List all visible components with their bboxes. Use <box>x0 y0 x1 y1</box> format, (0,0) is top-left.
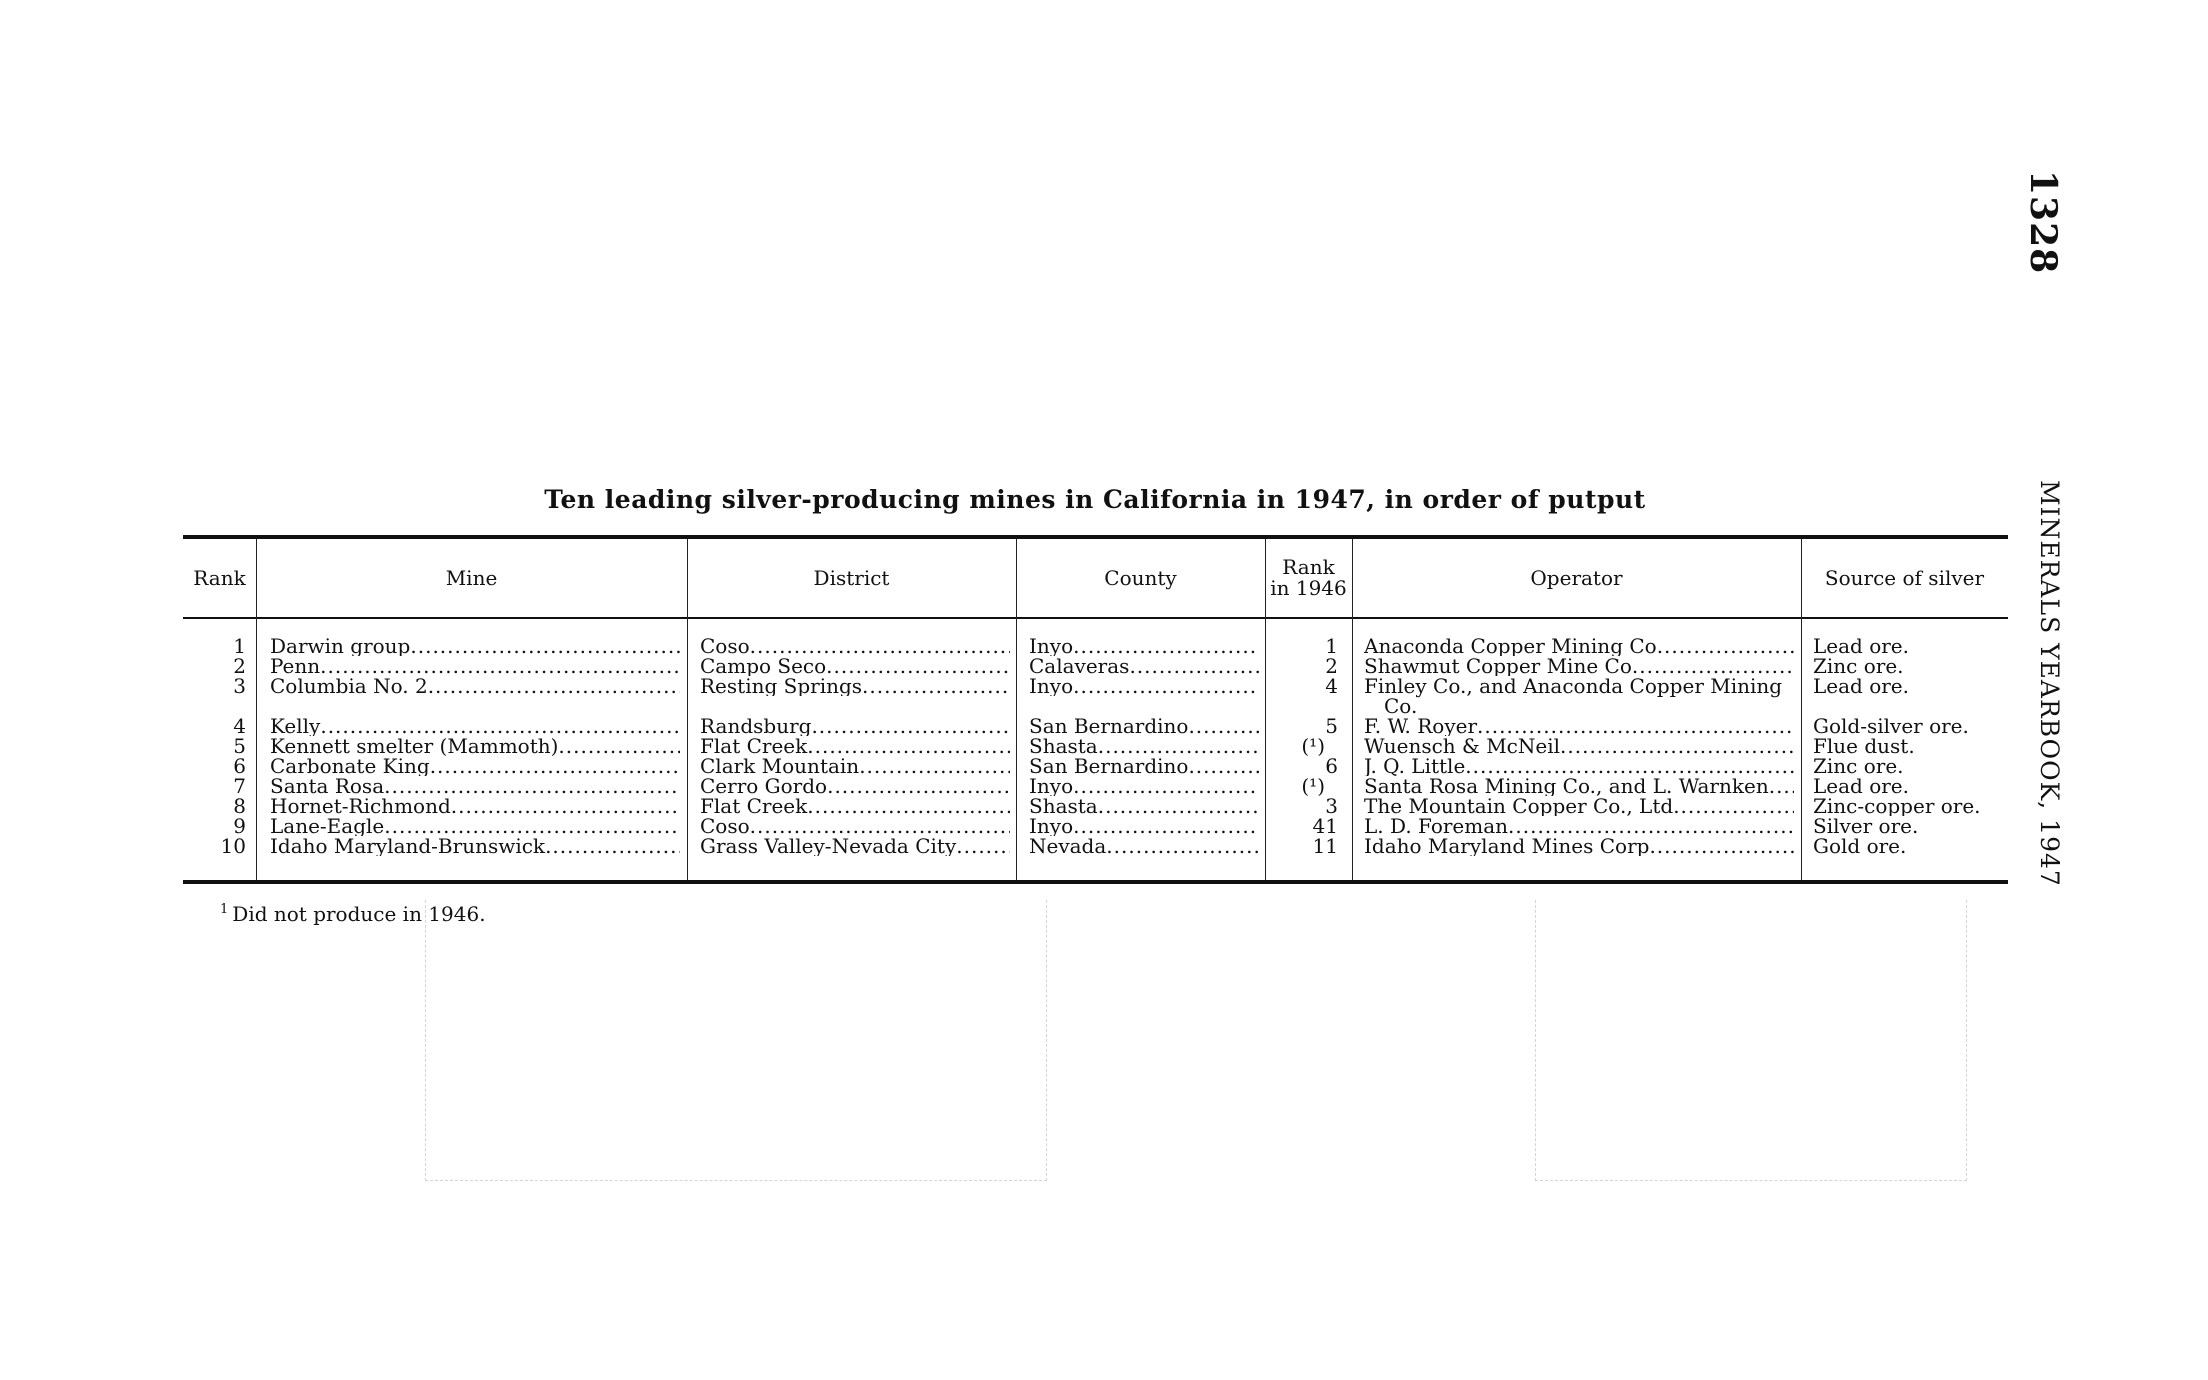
cell-district: Coso ..... <box>700 816 1010 836</box>
cell-mine: Penn ..... <box>270 656 680 676</box>
running-head-title: MINERALS YEARBOOK, 1947 <box>2035 480 2064 887</box>
cell-county: Inyo ..... <box>1029 776 1259 796</box>
cell-mine: Idaho Maryland-Brunswick ..... <box>270 836 680 856</box>
cell-rank-1946: 1 <box>1325 636 1338 656</box>
cell-source: Gold ore. <box>1813 836 1907 856</box>
cell-source: Zinc ore. <box>1813 756 1904 776</box>
cell-rank: 3 <box>233 676 246 696</box>
cell-rank: 7 <box>233 776 246 796</box>
scan-artifact-frame <box>1535 900 1967 1181</box>
cell-operator: Wuensch & McNeil ..... <box>1364 736 1794 756</box>
table-row <box>0 816 2208 836</box>
footnote-text: Did not produce in 1946. <box>232 902 486 926</box>
cell-county: Shasta ..... <box>1029 796 1259 816</box>
table-row <box>0 636 2208 656</box>
cell-district: Randsburg ..... <box>700 716 1010 736</box>
cell-county: Calaveras ..... <box>1029 656 1259 676</box>
cell-mine: Columbia No. 2 ..... <box>270 676 680 696</box>
table-row <box>0 736 2208 756</box>
header-county: County <box>1104 565 1177 590</box>
cell-rank-1946: 6 <box>1325 756 1338 776</box>
cell-county: Inyo ..... <box>1029 636 1259 656</box>
table-row <box>0 836 2208 856</box>
cell-mine: Santa Rosa ..... <box>270 776 680 796</box>
cell-rank-1946: (¹) <box>1301 776 1325 796</box>
cell-district: Cerro Gordo ..... <box>700 776 1010 796</box>
table-title: Ten leading silver-producing mines in California in 1947, in order of putput <box>544 485 1646 514</box>
cell-rank-1946: (¹) <box>1301 736 1325 756</box>
cell-rank: 4 <box>233 716 246 736</box>
cell-mine: Lane-Eagle ..... <box>270 816 680 836</box>
cell-rank: 8 <box>233 796 246 816</box>
page-number: 1328 <box>2022 170 2064 275</box>
cell-operator: Shawmut Copper Mine Co ..... <box>1364 656 1794 676</box>
header-rank-1946 <box>1265 539 1352 617</box>
scan-artifact-frame <box>425 900 1047 1181</box>
header-source: Source of silver <box>1824 565 1985 590</box>
cell-operator: Santa Rosa Mining Co., and L. Warnken ..... <box>1364 776 1794 796</box>
cell-rank: 6 <box>233 756 246 776</box>
table-row <box>0 796 2208 816</box>
footnote-mark: 1 <box>220 902 229 918</box>
table-row <box>0 716 2208 736</box>
cell-rank: 9 <box>233 816 246 836</box>
cell-district: Coso ..... <box>700 636 1010 656</box>
table-header-rule <box>183 617 2008 619</box>
table-footnote <box>220 902 486 926</box>
cell-operator: L. D. Foreman ..... <box>1364 816 1794 836</box>
table-row <box>0 776 2208 796</box>
cell-county: Nevada ..... <box>1029 836 1259 856</box>
cell-district: Grass Valley-Nevada City ..... <box>700 836 1010 856</box>
cell-source: Lead ore. <box>1813 676 1909 696</box>
header-rank-1946-line1: Rank <box>1282 555 1335 579</box>
cell-district: Clark Mountain ..... <box>700 756 1010 776</box>
cell-source: Lead ore. <box>1813 636 1909 656</box>
header-rank-1946-line2: in 1946 <box>1270 576 1347 600</box>
header-rank: Rank <box>193 565 246 590</box>
cell-rank: 1 <box>233 636 246 656</box>
cell-mine: Carbonate King ..... <box>270 756 680 776</box>
cell-mine: Kelly ..... <box>270 716 680 736</box>
cell-source: Zinc-copper ore. <box>1813 796 1981 816</box>
header-district: District <box>813 565 890 590</box>
cell-district: Flat Creek ..... <box>700 796 1010 816</box>
cell-operator: Anaconda Copper Mining Co ..... <box>1364 636 1794 656</box>
cell-county: San Bernardino ..... <box>1029 716 1259 736</box>
cell-operator: J. Q. Little ..... <box>1364 756 1794 776</box>
cell-district: Resting Springs ..... <box>700 676 1010 696</box>
cell-rank-1946: 41 <box>1312 816 1338 836</box>
cell-source: Lead ore. <box>1813 776 1909 796</box>
cell-mine: Darwin group ..... <box>270 636 680 656</box>
cell-district: Campo Seco ..... <box>700 656 1010 676</box>
cell-county: Inyo ..... <box>1029 676 1259 696</box>
header-mine: Mine <box>445 565 498 590</box>
cell-source: Gold-silver ore. <box>1813 716 1969 736</box>
table-bottom-rule <box>183 880 2008 884</box>
cell-operator: Finley Co., and Anaconda Copper Mining Co. <box>1364 674 1783 718</box>
cell-district: Flat Creek ..... <box>700 736 1010 756</box>
cell-rank-1946: 5 <box>1325 716 1338 736</box>
cell-mine: Kennett smelter (Mammoth) ..... <box>270 736 680 756</box>
cell-county: Shasta ..... <box>1029 736 1259 756</box>
cell-operator: Idaho Maryland Mines Corp ..... <box>1364 836 1794 856</box>
cell-operator: The Mountain Copper Co., Ltd ..... <box>1364 796 1794 816</box>
cell-source: Zinc ore. <box>1813 656 1904 676</box>
cell-rank-1946: 3 <box>1325 796 1338 816</box>
cell-operator: F. W. Royer ..... <box>1364 716 1794 736</box>
cell-source: Flue dust. <box>1813 736 1915 756</box>
cell-source: Silver ore. <box>1813 816 1919 836</box>
cell-county: Inyo ..... <box>1029 816 1259 836</box>
header-operator: Operator <box>1530 565 1623 590</box>
table-row <box>0 756 2208 776</box>
cell-rank: 5 <box>233 736 246 756</box>
cell-rank: 2 <box>233 656 246 676</box>
table-row <box>0 676 2208 716</box>
cell-rank-1946: 11 <box>1312 836 1338 856</box>
cell-county: San Bernardino ..... <box>1029 756 1259 776</box>
cell-rank-1946: 4 <box>1325 676 1338 696</box>
cell-rank-1946: 2 <box>1325 656 1338 676</box>
cell-rank: 10 <box>220 836 246 856</box>
table-row <box>0 656 2208 676</box>
cell-mine: Hornet-Richmond ..... <box>270 796 680 816</box>
